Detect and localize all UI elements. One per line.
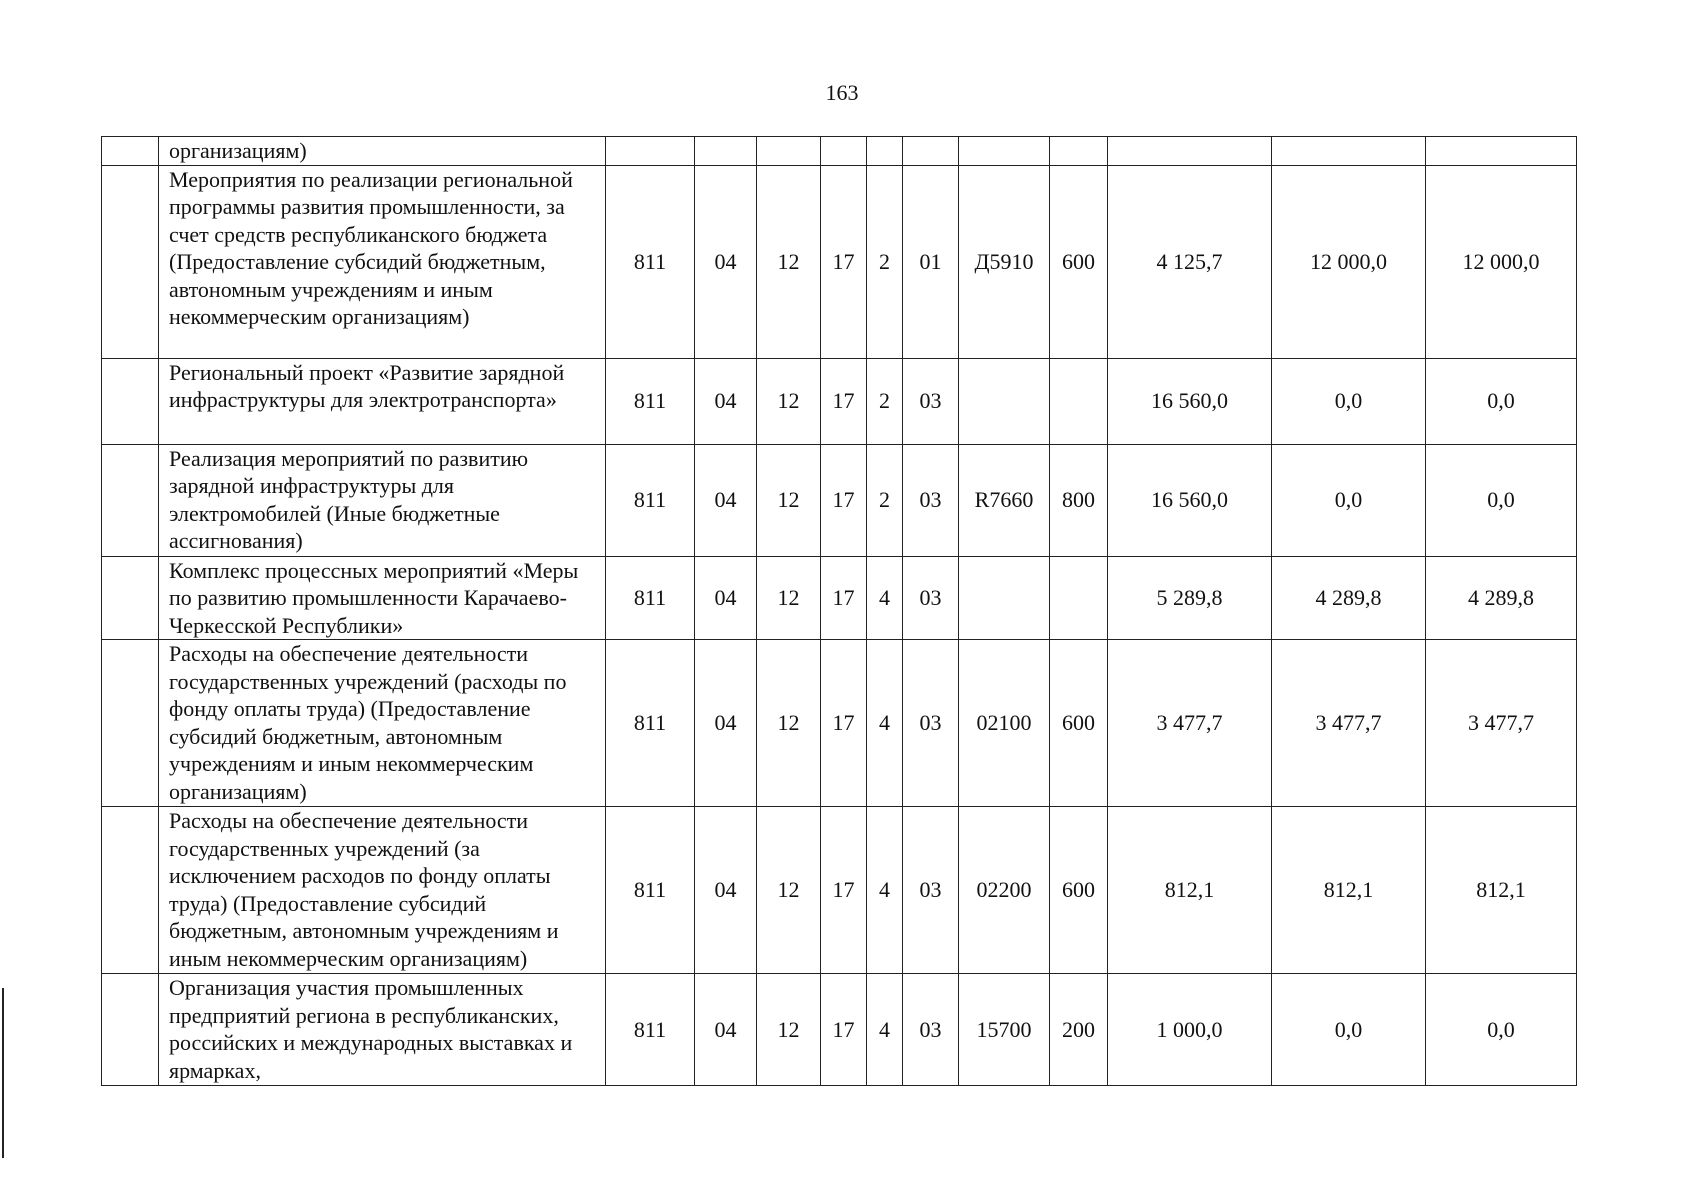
expense-type-cell xyxy=(1050,556,1108,640)
amount-year-1-cell: 1 000,0 xyxy=(1108,974,1272,1086)
direction-code-cell: R7660 xyxy=(959,444,1050,556)
row-index-cell xyxy=(102,358,159,444)
amount-year-3-cell: 0,0 xyxy=(1426,444,1577,556)
program-code-cell: 17 xyxy=(821,807,867,974)
amount-year-2-cell: 0,0 xyxy=(1272,444,1426,556)
direction-code-cell xyxy=(959,358,1050,444)
section-code-cell xyxy=(695,137,757,166)
amount-year-1-cell xyxy=(1108,137,1272,166)
table-row xyxy=(102,444,1577,556)
subprogram-code-cell xyxy=(867,137,903,166)
ministry-code-cell: 811 xyxy=(606,640,695,807)
section-code-cell: 04 xyxy=(695,640,757,807)
section-code-cell: 04 xyxy=(695,807,757,974)
expense-type-cell: 600 xyxy=(1050,807,1108,974)
subprogram-code-cell: 2 xyxy=(867,358,903,444)
scan-edge-line xyxy=(2,988,4,1158)
description-cell: Реализация мероприятий по развитию зарядной инфраструктуры для электромобилей (Иные бюджетные ассигнования) xyxy=(159,444,606,556)
subprogram-code-cell: 4 xyxy=(867,807,903,974)
program-code-cell: 17 xyxy=(821,165,867,358)
amount-year-3-cell: 812,1 xyxy=(1426,807,1577,974)
table-row xyxy=(102,137,1577,166)
row-index-cell xyxy=(102,165,159,358)
amount-year-2-cell: 0,0 xyxy=(1272,974,1426,1086)
program-code-cell: 17 xyxy=(821,444,867,556)
subprogram-code-cell: 2 xyxy=(867,444,903,556)
event-code-cell: 03 xyxy=(903,640,959,807)
amount-year-1-cell: 16 560,0 xyxy=(1108,444,1272,556)
subprogram-code-cell: 4 xyxy=(867,640,903,807)
direction-code-cell: 02200 xyxy=(959,807,1050,974)
subsection-code-cell: 12 xyxy=(757,974,821,1086)
direction-code-cell xyxy=(959,556,1050,640)
subsection-code-cell xyxy=(757,137,821,166)
direction-code-cell xyxy=(959,137,1050,166)
description-cell: Региональный проект «Развитие зарядной инфраструктуры для электротранспорта» xyxy=(159,358,606,444)
section-code-cell: 04 xyxy=(695,358,757,444)
direction-code-cell: 02100 xyxy=(959,640,1050,807)
table-row xyxy=(102,165,1577,358)
row-index-cell xyxy=(102,640,159,807)
amount-year-1-cell: 3 477,7 xyxy=(1108,640,1272,807)
program-code-cell xyxy=(821,137,867,166)
ministry-code-cell: 811 xyxy=(606,358,695,444)
row-index-cell xyxy=(102,556,159,640)
description-cell: Расходы на обеспечение деятельности государственных учреждений (за исключением расходов по фонду оплаты труда) (Предоставление субсидий бюджетным, автономным учреждениям и иным некоммерческим организациям) xyxy=(159,807,606,974)
event-code-cell: 03 xyxy=(903,444,959,556)
amount-year-1-cell: 4 125,7 xyxy=(1108,165,1272,358)
subsection-code-cell: 12 xyxy=(757,807,821,974)
row-index-cell xyxy=(102,444,159,556)
budget-table xyxy=(101,136,1577,1086)
amount-year-1-cell: 5 289,8 xyxy=(1108,556,1272,640)
expense-type-cell: 600 xyxy=(1050,640,1108,807)
page-number: 163 xyxy=(825,80,859,105)
ministry-code-cell: 811 xyxy=(606,444,695,556)
amount-year-2-cell: 0,0 xyxy=(1272,358,1426,444)
budget-table-body xyxy=(102,137,1577,1086)
amount-year-3-cell: 4 289,8 xyxy=(1426,556,1577,640)
expense-type-cell xyxy=(1050,358,1108,444)
program-code-cell: 17 xyxy=(821,556,867,640)
amount-year-1-cell: 16 560,0 xyxy=(1108,358,1272,444)
description-cell: Комплекс процессных мероприятий «Меры по развитию промышленности Карачаево-Черкесской Республики» xyxy=(159,556,606,640)
ministry-code-cell: 811 xyxy=(606,556,695,640)
amount-year-2-cell: 4 289,8 xyxy=(1272,556,1426,640)
expense-type-cell: 800 xyxy=(1050,444,1108,556)
ministry-code-cell: 811 xyxy=(606,974,695,1086)
expense-type-cell: 200 xyxy=(1050,974,1108,1086)
table-row xyxy=(102,640,1577,807)
subprogram-code-cell: 2 xyxy=(867,165,903,358)
event-code-cell: 03 xyxy=(903,556,959,640)
section-code-cell: 04 xyxy=(695,974,757,1086)
event-code-cell xyxy=(903,137,959,166)
section-code-cell: 04 xyxy=(695,165,757,358)
description-cell: Расходы на обеспечение деятельности государственных учреждений (расходы по фонду оплаты труда) (Предоставление субсидий бюджетным, автономным учреждениям и иным некоммерческим организациям) xyxy=(159,640,606,807)
expense-type-cell xyxy=(1050,137,1108,166)
subprogram-code-cell: 4 xyxy=(867,556,903,640)
subsection-code-cell: 12 xyxy=(757,556,821,640)
amount-year-2-cell: 3 477,7 xyxy=(1272,640,1426,807)
amount-year-3-cell: 12 000,0 xyxy=(1426,165,1577,358)
amount-year-3-cell: 3 477,7 xyxy=(1426,640,1577,807)
event-code-cell: 03 xyxy=(903,358,959,444)
subsection-code-cell: 12 xyxy=(757,165,821,358)
program-code-cell: 17 xyxy=(821,358,867,444)
amount-year-2-cell xyxy=(1272,137,1426,166)
direction-code-cell: 15700 xyxy=(959,974,1050,1086)
table-row xyxy=(102,358,1577,444)
amount-year-1-cell: 812,1 xyxy=(1108,807,1272,974)
ministry-code-cell xyxy=(606,137,695,166)
direction-code-cell: Д5910 xyxy=(959,165,1050,358)
event-code-cell: 03 xyxy=(903,807,959,974)
subsection-code-cell: 12 xyxy=(757,358,821,444)
event-code-cell: 01 xyxy=(903,165,959,358)
subsection-code-cell: 12 xyxy=(757,444,821,556)
expense-type-cell: 600 xyxy=(1050,165,1108,358)
event-code-cell: 03 xyxy=(903,974,959,1086)
table-row xyxy=(102,974,1577,1086)
amount-year-3-cell xyxy=(1426,137,1577,166)
amount-year-2-cell: 12 000,0 xyxy=(1272,165,1426,358)
row-index-cell xyxy=(102,974,159,1086)
table-row xyxy=(102,807,1577,974)
table-row xyxy=(102,556,1577,640)
description-cell: Организация участия промышленных предприятий региона в республиканских, российских и международных выставках и ярмарках, xyxy=(159,974,606,1086)
ministry-code-cell: 811 xyxy=(606,807,695,974)
program-code-cell: 17 xyxy=(821,974,867,1086)
amount-year-3-cell: 0,0 xyxy=(1426,358,1577,444)
amount-year-2-cell: 812,1 xyxy=(1272,807,1426,974)
amount-year-3-cell: 0,0 xyxy=(1426,974,1577,1086)
program-code-cell: 17 xyxy=(821,640,867,807)
section-code-cell: 04 xyxy=(695,444,757,556)
section-code-cell: 04 xyxy=(695,556,757,640)
subsection-code-cell: 12 xyxy=(757,640,821,807)
row-index-cell xyxy=(102,807,159,974)
subprogram-code-cell: 4 xyxy=(867,974,903,1086)
ministry-code-cell: 811 xyxy=(606,165,695,358)
description-cell: Мероприятия по реализации региональной программы развития промышленности, за счет средств республиканского бюджета (Предоставление субсидий бюджетным, автономным учреждениям и иным некоммерческим организациям) xyxy=(159,165,606,358)
row-index-cell xyxy=(102,137,159,166)
description-cell: организациям) xyxy=(159,137,606,166)
